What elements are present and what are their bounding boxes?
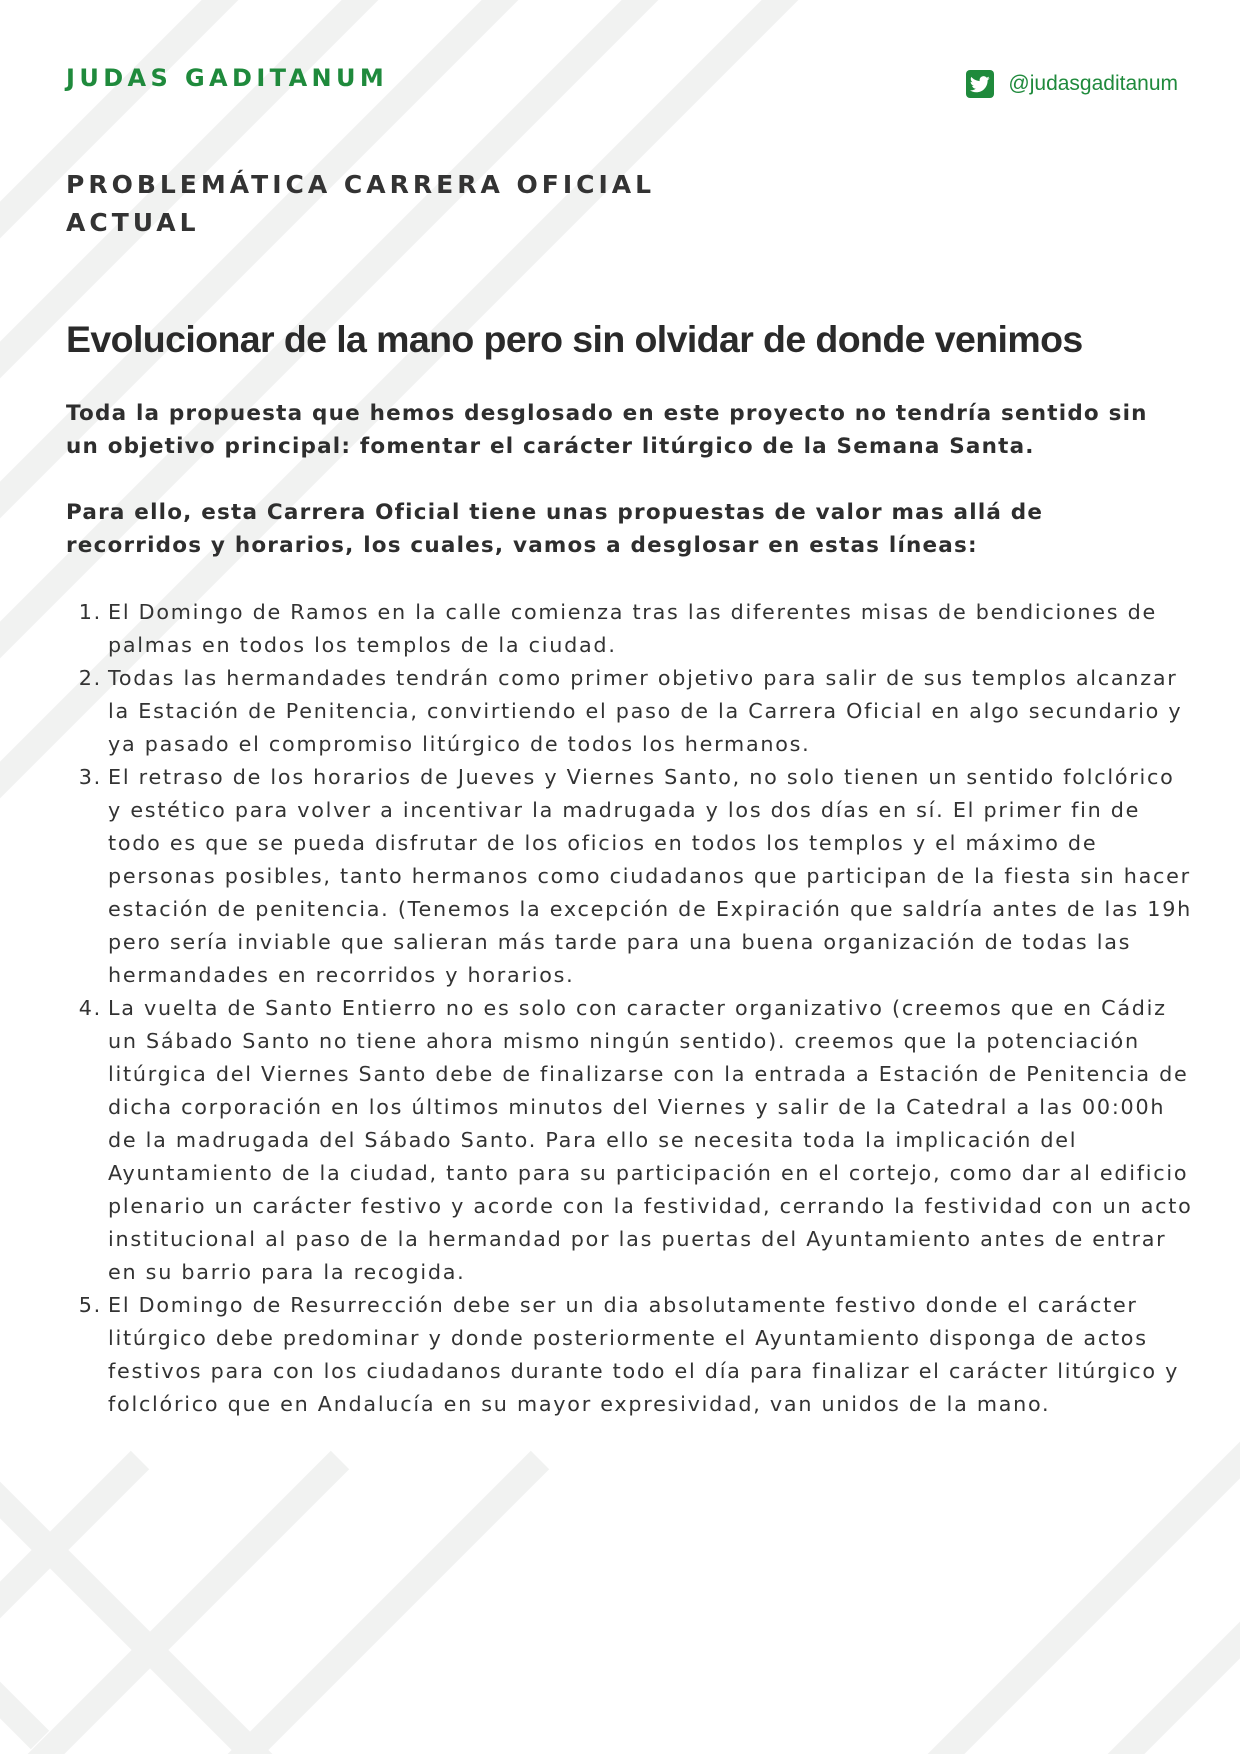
twitter-link[interactable] (966, 70, 1178, 98)
list-item-number: 5. (78, 1293, 102, 1317)
list-item (66, 596, 1196, 662)
proposal-list (66, 596, 1196, 1421)
list-item (66, 761, 1196, 992)
list-item (66, 1289, 1196, 1421)
page-headline: Evolucionar de la mano pero sin olvidar de donde venimos (66, 318, 1083, 360)
list-item-number: 1. (78, 600, 102, 624)
list-item-number: 3. (78, 765, 102, 789)
list-item-text: El retraso de los horarios de Jueves y Viernes Santo, no solo tienen un sentido folclórico y estético para volver a incentivar la madrugada y los dos días en sí. El primer fin de todo es que se pueda disfrutar de los oficios en todos los templos y el máximo de personas posibles, tanto hermanos como ciudadanos que participan de la fiesta sin hacer estación de penitencia. (Tenemos la excepción de Expiración que saldría antes de las 19h pero sería inviable que salieran más tarde para una buena organización de todas las hermandades en recorridos y horarios. (108, 765, 1192, 987)
list-item-text: La vuelta de Santo Entierro no es solo con caracter organizativo (creemos que en Cádiz un Sábado Santo no tiene ahora mismo ningún sentido). creemos que la potenciación litúrgica del Viernes Santo debe de finalizarse con la entrada a Estación de Penitencia de dicha corporación en los últimos minutos del Viernes y salir de la Catedral a las 00:00h de la madrugada del Sábado Santo. Para ello se necesita toda la implicación del Ayuntamiento de la ciudad, tanto para su participación en el cortejo, como dar al edificio plenario un carácter festivo y acorde con la festividad, cerrando la festividad con un acto institucional al paso de la hermandad por las puertas del Ayuntamiento antes de entrar en su barrio para la recogida. (108, 996, 1193, 1284)
section-title: PROBLEMÁTICA CARRERA OFICIAL ACTUAL (66, 170, 656, 237)
list-item (66, 992, 1196, 1289)
lead-paragraph: Toda la propuesta que hemos desglosado en este proyecto no tendría sentido sin un objetivo principal: fomentar el carácter litúrgico de la Semana Santa. (66, 401, 1148, 459)
list-item-text: Todas las hermandades tendrán como primer objetivo para salir de sus templos alcanzar la Estación de Penitencia, convirtiendo el paso de la Carrera Oficial en algo secundario y ya pasado el compromiso litúrgico de todos los hermanos. (108, 666, 1183, 756)
list-item (66, 662, 1196, 761)
twitter-icon (966, 70, 994, 98)
list-item-number: 2. (78, 666, 102, 690)
lead-paragraph: Para ello, esta Carrera Oficial tiene unas propuestas de valor mas allá de recorridos y horarios, los cuales, vamos a desglosar en estas líneas: (66, 500, 1044, 558)
list-item-text: El Domingo de Ramos en la calle comienza tras las diferentes misas de bendiciones de palmas en todos los templos de la ciudad. (108, 600, 1157, 657)
twitter-handle: @judasgaditanum (1008, 72, 1178, 95)
list-item-number: 4. (78, 996, 102, 1020)
brand-logo-text: JUDAS GADITANUM (66, 64, 389, 92)
list-item-text: El Domingo de Resurrección debe ser un dia absolutamente festivo donde el carácter litúrgico debe predominar y donde posteriormente el Ayuntamiento disponga de actos festivos para con los ciudadanos durante todo el día para finalizar el carácter litúrgico y folclórico que en Andalucía en su mayor expresividad, van unidos de la mano. (108, 1293, 1180, 1416)
